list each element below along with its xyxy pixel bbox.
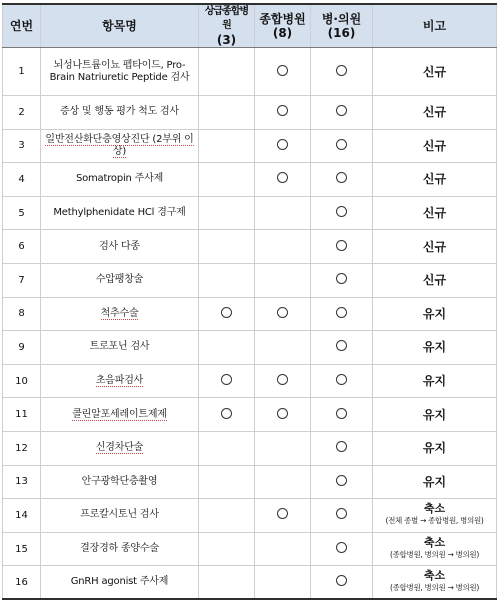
row-jong-mark <box>255 331 311 365</box>
table-row <box>3 96 497 130</box>
circle-mark-icon <box>221 307 232 318</box>
row-item-name <box>41 48 199 96</box>
row-item-name <box>41 465 199 499</box>
row-item-name <box>41 263 199 297</box>
circle-mark-icon <box>277 105 288 116</box>
row-item-text: 신경차단술 <box>95 442 144 454</box>
row-byeong-mark <box>311 398 373 432</box>
row-byeong-mark <box>311 431 373 465</box>
row-sang-mark <box>199 297 255 331</box>
row-byeong-mark <box>311 129 373 163</box>
row-number: 12 <box>3 431 41 465</box>
row-byeong-mark <box>311 499 373 533</box>
circle-mark-icon <box>277 307 288 318</box>
row-jong-mark <box>255 48 311 96</box>
row-number: 1 <box>3 48 41 96</box>
row-sang-mark <box>199 566 255 600</box>
row-item-name <box>41 398 199 432</box>
row-note-status: 신규 <box>373 129 497 163</box>
circle-mark-icon <box>277 65 288 76</box>
row-number: 4 <box>3 163 41 197</box>
header-sang <box>199 4 255 48</box>
row-note-status: 축소 <box>423 569 446 583</box>
row-item-text: 트로포닌 검사 <box>89 341 150 353</box>
row-jong-mark <box>255 566 311 600</box>
row-item-text: GnRH agonist 주사제 <box>70 576 169 588</box>
row-note <box>373 532 497 566</box>
circle-mark-icon <box>277 374 288 385</box>
circle-mark-icon <box>277 172 288 183</box>
header-byeong <box>311 4 373 48</box>
circle-mark-icon <box>336 441 347 452</box>
row-item-name <box>41 364 199 398</box>
circle-mark-icon <box>336 240 347 251</box>
table-row <box>3 297 497 331</box>
circle-mark-icon <box>336 575 347 586</box>
row-item-text: 검사 다종 <box>99 240 140 252</box>
row-jong-mark <box>255 532 311 566</box>
row-note-detail: (종합병원, 병의원 → 병의원) <box>389 550 480 560</box>
row-byeong-mark <box>311 48 373 96</box>
circle-mark-icon <box>336 206 347 217</box>
row-number: 14 <box>3 499 41 533</box>
row-note <box>373 499 497 533</box>
row-sang-mark <box>199 465 255 499</box>
row-item-name <box>41 96 199 130</box>
table-row <box>3 431 497 465</box>
row-number: 5 <box>3 196 41 230</box>
row-jong-mark <box>255 398 311 432</box>
row-sang-mark <box>199 398 255 432</box>
row-byeong-mark <box>311 364 373 398</box>
row-jong-mark <box>255 129 311 163</box>
row-number: 11 <box>3 398 41 432</box>
header-row <box>3 4 497 48</box>
table-row <box>3 364 497 398</box>
circle-mark-icon <box>336 475 347 486</box>
circle-mark-icon <box>336 105 347 116</box>
header-byeong-label: 병·의원 <box>321 12 362 26</box>
circle-mark-icon <box>336 542 347 553</box>
circle-mark-icon <box>336 340 347 351</box>
circle-mark-icon <box>277 508 288 519</box>
circle-mark-icon <box>221 374 232 385</box>
row-sang-mark <box>199 331 255 365</box>
row-number: 8 <box>3 297 41 331</box>
row-number: 16 <box>3 566 41 600</box>
row-byeong-mark <box>311 196 373 230</box>
row-jong-mark <box>255 297 311 331</box>
row-jong-mark <box>255 196 311 230</box>
row-item-name <box>41 129 199 163</box>
table-row <box>3 196 497 230</box>
items-table <box>2 3 497 600</box>
row-item-text: 뇌성나트륨이뇨 펩타이드, Pro-Brain Natriuretic Peptide 검사 <box>49 59 190 83</box>
row-number: 2 <box>3 96 41 130</box>
row-number: 7 <box>3 263 41 297</box>
row-item-name <box>41 297 199 331</box>
table-row <box>3 163 497 197</box>
header-jong <box>255 4 311 48</box>
row-note <box>373 566 497 600</box>
row-number: 3 <box>3 129 41 163</box>
row-jong-mark <box>255 364 311 398</box>
row-sang-mark <box>199 129 255 163</box>
row-byeong-mark <box>311 465 373 499</box>
header-sang-label: 상급종합병원 <box>204 6 249 31</box>
row-sang-mark <box>199 532 255 566</box>
row-jong-mark <box>255 465 311 499</box>
row-number: 15 <box>3 532 41 566</box>
row-item-name <box>41 499 199 533</box>
table-row <box>3 263 497 297</box>
row-jong-mark <box>255 263 311 297</box>
circle-mark-icon <box>336 307 347 318</box>
circle-mark-icon <box>277 139 288 150</box>
row-sang-mark <box>199 48 255 96</box>
row-byeong-mark <box>311 96 373 130</box>
row-number: 9 <box>3 331 41 365</box>
row-note-status: 축소 <box>423 502 446 516</box>
circle-mark-icon <box>336 172 347 183</box>
circle-mark-icon <box>277 408 288 419</box>
row-number: 10 <box>3 364 41 398</box>
header-sang-count: (3) <box>216 33 237 47</box>
row-note-status: 신규 <box>373 196 497 230</box>
row-item-text: 증상 및 행동 평가 척도 검사 <box>60 106 179 118</box>
row-note-status: 유지 <box>373 331 497 365</box>
row-item-text: 초음파검사 <box>95 375 144 387</box>
row-note-status: 유지 <box>373 364 497 398</box>
row-note-status: 유지 <box>373 398 497 432</box>
row-item-name <box>41 163 199 197</box>
table-row <box>3 331 497 365</box>
row-note-status: 신규 <box>373 96 497 130</box>
row-item-text: 수압팽창술 <box>95 274 144 286</box>
row-item-text: 결장경하 종양수술 <box>80 543 159 555</box>
row-item-text: 안구광학단층촬영 <box>81 475 158 487</box>
row-item-name <box>41 566 199 600</box>
row-note-status: 유지 <box>373 431 497 465</box>
row-sang-mark <box>199 499 255 533</box>
row-item-text: Somatropin 주사제 <box>75 173 164 185</box>
row-byeong-mark <box>311 230 373 264</box>
row-note-status: 유지 <box>373 297 497 331</box>
table-row <box>3 398 497 432</box>
row-sang-mark <box>199 364 255 398</box>
table-row <box>3 129 497 163</box>
row-item-text: 콜린알포세레이트제제 <box>72 408 167 420</box>
row-item-text: 척추수술 <box>100 307 139 319</box>
row-item-name <box>41 230 199 264</box>
row-jong-mark <box>255 230 311 264</box>
circle-mark-icon <box>336 374 347 385</box>
row-number: 6 <box>3 230 41 264</box>
header-no: 연번 <box>3 4 41 48</box>
circle-mark-icon <box>221 408 232 419</box>
row-byeong-mark <box>311 163 373 197</box>
header-item: 항목명 <box>41 4 199 48</box>
row-note-status: 신규 <box>373 230 497 264</box>
row-sang-mark <box>199 163 255 197</box>
circle-mark-icon <box>336 408 347 419</box>
table-row <box>3 532 497 566</box>
row-sang-mark <box>199 196 255 230</box>
table-row <box>3 230 497 264</box>
row-item-name <box>41 196 199 230</box>
row-note-status: 유지 <box>373 465 497 499</box>
table-row <box>3 48 497 96</box>
header-note: 비고 <box>373 4 497 48</box>
row-sang-mark <box>199 431 255 465</box>
row-item-text: 프로칼시토닌 검사 <box>80 509 159 521</box>
row-item-text: Methylphenidate HCl 경구제 <box>53 207 186 219</box>
row-sang-mark <box>199 96 255 130</box>
row-note-status: 축소 <box>423 536 446 550</box>
row-byeong-mark <box>311 263 373 297</box>
row-note-status: 신규 <box>373 163 497 197</box>
row-note-detail: (종합병원, 병의원 → 병의원) <box>389 583 480 593</box>
circle-mark-icon <box>336 65 347 76</box>
circle-mark-icon <box>336 273 347 284</box>
row-number: 13 <box>3 465 41 499</box>
row-byeong-mark <box>311 532 373 566</box>
row-item-name <box>41 532 199 566</box>
row-item-name <box>41 431 199 465</box>
header-byeong-count: (16) <box>327 26 356 40</box>
row-sang-mark <box>199 230 255 264</box>
row-note-detail: (전체 종별 → 종합병원, 병의원) <box>385 516 484 526</box>
row-item-text: 일반전산화단층영상진단 (2부위 이상) <box>45 133 194 157</box>
circle-mark-icon <box>336 508 347 519</box>
header-jong-label: 종합병원 <box>259 12 306 26</box>
header-jong-count: (8) <box>272 26 293 40</box>
row-jong-mark <box>255 431 311 465</box>
row-byeong-mark <box>311 297 373 331</box>
row-byeong-mark <box>311 331 373 365</box>
table-body <box>3 48 497 600</box>
circle-mark-icon <box>336 139 347 150</box>
row-jong-mark <box>255 163 311 197</box>
row-jong-mark <box>255 499 311 533</box>
row-sang-mark <box>199 263 255 297</box>
row-byeong-mark <box>311 566 373 600</box>
row-note-status: 신규 <box>373 263 497 297</box>
row-jong-mark <box>255 96 311 130</box>
table-row <box>3 499 497 533</box>
table-row <box>3 566 497 600</box>
row-item-name <box>41 331 199 365</box>
row-note-status: 신규 <box>373 48 497 96</box>
table-row <box>3 465 497 499</box>
